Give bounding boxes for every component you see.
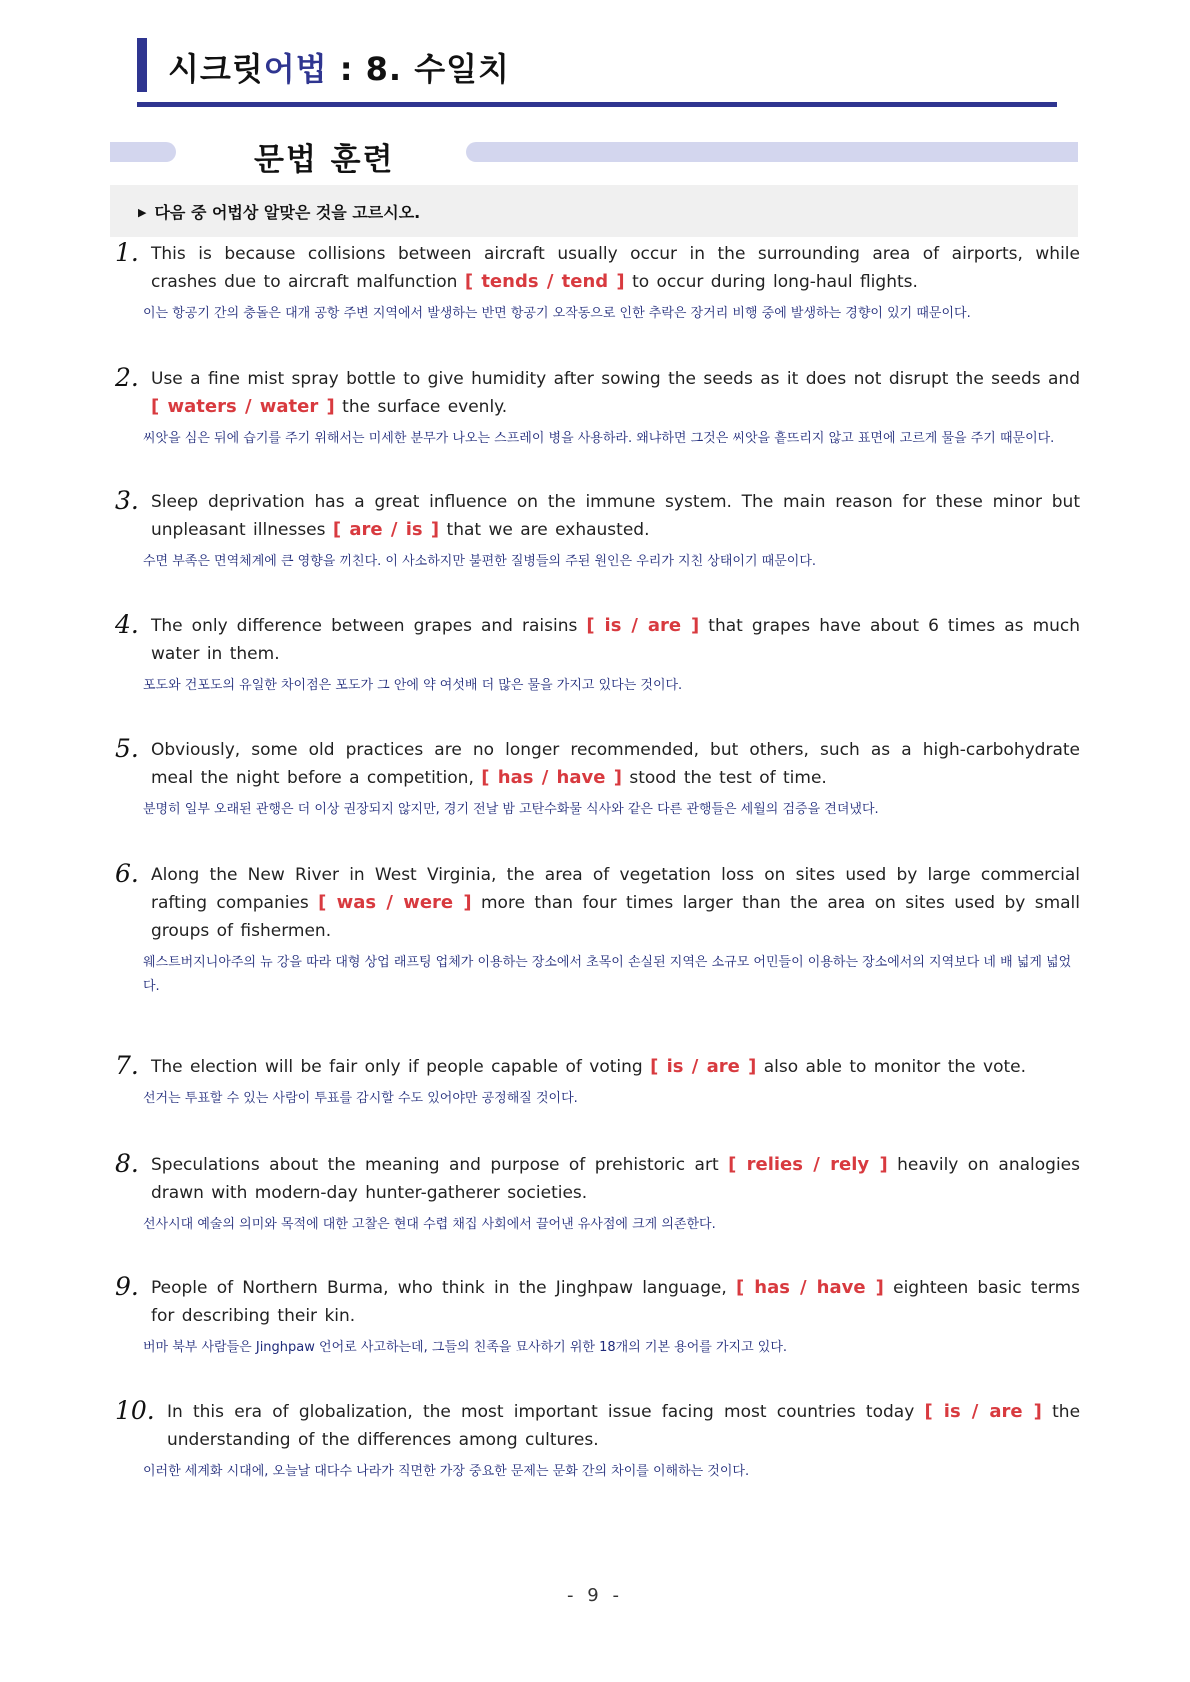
title-accent-bar — [137, 38, 147, 92]
korean-translation: 분명히 일부 오래된 관행은 더 이상 권장되지 않지만, 경기 전날 밤 고탄수화물 식사와 같은 다른 관행들은 세월의 검증을 견뎌냈다. — [143, 802, 879, 817]
section-title: 문법 훈련 — [254, 142, 395, 178]
question-number: 10. — [115, 1396, 155, 1425]
question-sentence: Obviously, some old practices are no longer recommended, but others, such as a high-carbohydrate meal the night before a competition, [ has / have ] stood the test of time. — [151, 740, 1080, 788]
answer-choice[interactable]: [ was / were ] — [318, 892, 472, 913]
question-sentence: Along the New River in West Virginia, the area of vegetation loss on sites used by large commercial rafting companies [ was / were ] more than four times larger than the area on sites used by small groups of fishermen. — [151, 865, 1080, 941]
answer-choice[interactable]: [ waters / water ] — [151, 396, 335, 417]
korean-translation: 수면 부족은 면역체계에 큰 영향을 끼친다. 이 사소하지만 불편한 질병들의 주된 원인은 우리가 지친 상태이기 때문이다. — [143, 554, 817, 569]
question-number: 6. — [115, 859, 139, 888]
korean-translation: 버마 북부 사람들은 Jinghpaw 언어로 사고하는데, 그들의 친족을 묘사하기 위한 18개의 기본 용어를 가지고 있다. — [143, 1340, 788, 1355]
page-title: 시크릿어법 : 8. 수일치 — [168, 50, 510, 88]
korean-translation: 포도와 건포도의 유일한 차이점은 포도가 그 안에 약 여섯배 더 많은 물을 가지고 있다는 것이다. — [143, 678, 683, 693]
answer-choice[interactable]: [ is / are ] — [650, 1056, 757, 1077]
question-10 — [115, 1398, 1080, 1484]
page-number: - 9 - — [567, 1585, 623, 1606]
question-7 — [115, 1053, 1080, 1111]
section-band-right — [466, 142, 1078, 162]
instruction-box — [110, 185, 1078, 237]
question-9 — [115, 1274, 1080, 1360]
answer-choice[interactable]: [ has / have ] — [735, 1277, 884, 1298]
question-number: 7. — [115, 1051, 139, 1080]
question-sentence: Speculations about the meaning and purpose of prehistoric art [ relies / rely ] heavily on analogies drawn with modern-day hunter-gatherer societies. — [151, 1154, 1080, 1203]
question-number: 8. — [115, 1149, 139, 1178]
answer-choice[interactable]: [ tends / tend ] — [464, 271, 625, 292]
question-1 — [115, 240, 1080, 326]
korean-translation: 선사시대 예술의 의미와 목적에 대한 고찰은 현대 수렵 채집 사회에서 끌어낸 유사점에 크게 의존한다. — [143, 1217, 716, 1232]
question-2 — [115, 365, 1080, 451]
question-number: 5. — [115, 734, 139, 763]
question-8 — [115, 1151, 1080, 1237]
section-band-left — [110, 142, 176, 162]
question-sentence: This is because collisions between aircraft usually occur in the surrounding area of airports, while crashes due to aircraft malfunction [ tends / tend ] to occur during long-haul flights. — [151, 244, 1080, 292]
question-number: 1. — [115, 238, 139, 267]
question-6 — [115, 861, 1080, 999]
question-number: 3. — [115, 486, 139, 515]
title-divider — [137, 102, 1057, 107]
question-sentence: The only difference between grapes and raisins [ is / are ] that grapes have about 6 times as much water in them. — [151, 615, 1081, 664]
answer-choice[interactable]: [ is / are ] — [924, 1401, 1042, 1422]
question-sentence: The election will be fair only if people capable of voting [ is / are ] also able to monitor the vote. — [151, 1056, 1026, 1077]
question-sentence: In this era of globalization, the most important issue facing most countries today [ is / are ] the understanding of the differences among cultures. — [167, 1401, 1081, 1450]
instruction: ▶ 다음 중 어법상 알맞은 것을 고르시오. — [138, 203, 421, 222]
triangle-bullet-icon: ▶ — [138, 206, 147, 219]
korean-translation: 선거는 투표할 수 있는 사람이 투표를 감시할 수도 있어야만 공정해질 것이다. — [143, 1091, 578, 1106]
answer-choice[interactable]: [ are / is ] — [332, 519, 440, 540]
question-sentence: Use a fine mist spray bottle to give humidity after sowing the seeds as it does not disrupt the seeds and [ waters / water ] the surface evenly. — [151, 369, 1080, 417]
question-3 — [115, 488, 1080, 574]
korean-translation: 이러한 세계화 시대에, 오늘날 대다수 나라가 직면한 가장 중요한 문제는 문화 간의 차이를 이해하는 것이다. — [143, 1464, 750, 1479]
korean-translation: 씨앗을 심은 뒤에 습기를 주기 위해서는 미세한 분무가 나오는 스프레이 병을 사용하라. 왜냐하면 그것은 씨앗을 흩뜨리지 않고 표면에 고르게 물을 주기 때문이다. — [143, 431, 1055, 446]
question-sentence: Sleep deprivation has a great influence on the immune system. The main reason for these minor but unpleasant illnesses [ are / is ] that we are exhausted. — [151, 492, 1080, 540]
answer-choice[interactable]: [ has / have ] — [481, 767, 622, 788]
korean-translation: 웨스트버지니아주의 뉴 강을 따라 대형 상업 래프팅 업체가 이용하는 장소에서 초목이 손실된 지역은 소규모 어민들이 이용하는 장소에서의 지역보다 네 배 넓게 넓었다. — [143, 955, 1072, 994]
answer-choice[interactable]: [ relies / rely ] — [728, 1154, 888, 1175]
question-number: 4. — [115, 610, 139, 639]
question-number: 9. — [115, 1272, 139, 1301]
question-5 — [115, 736, 1080, 822]
question-sentence: People of Northern Burma, who think in the Jinghpaw language, [ has / have ] eighteen basic terms for describing their kin. — [151, 1277, 1081, 1326]
answer-choice[interactable]: [ is / are ] — [586, 615, 700, 636]
question-number: 2. — [115, 363, 139, 392]
question-4 — [115, 612, 1080, 698]
korean-translation: 이는 항공기 간의 충돌은 대개 공항 주변 지역에서 발생하는 반면 항공기 오작동으로 인한 추락은 장거리 비행 중에 발생하는 경향이 있기 때문이다. — [143, 306, 971, 321]
